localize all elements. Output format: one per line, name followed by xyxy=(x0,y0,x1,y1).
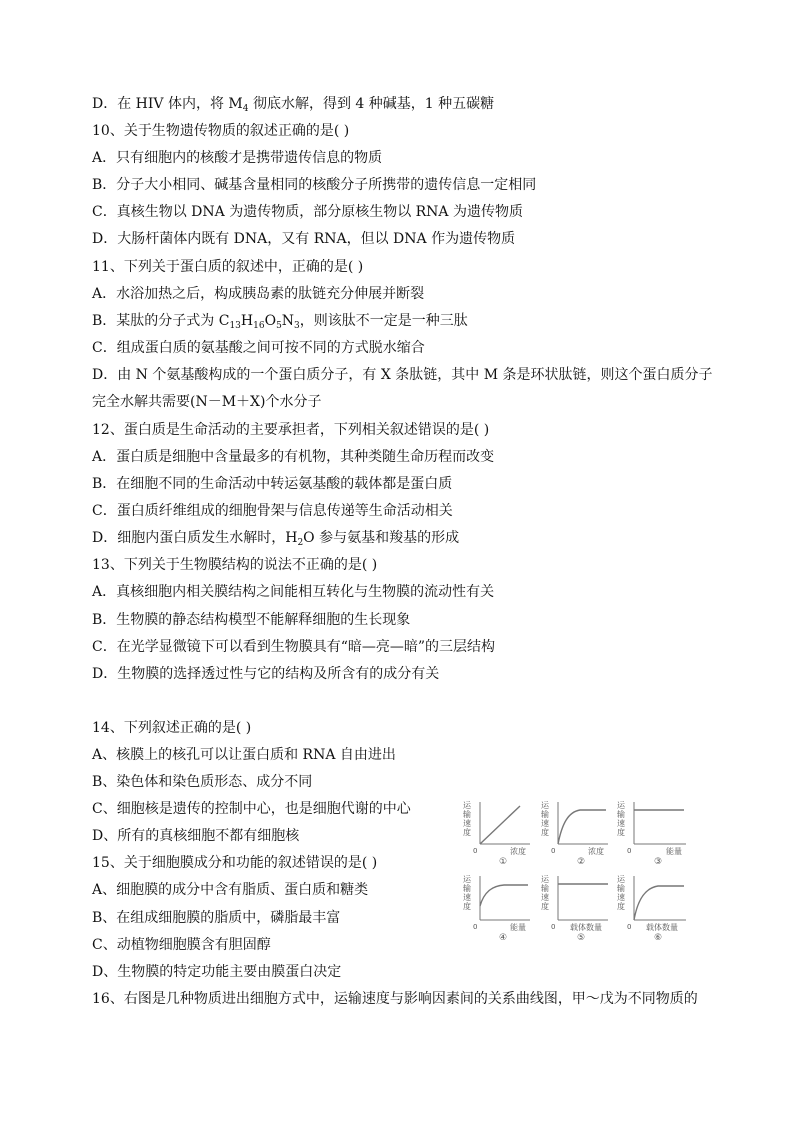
option-14d: D、所有的真核细胞不都有细胞核 xyxy=(92,828,300,844)
svg-text:输: 输 xyxy=(617,810,625,819)
svg-text:0: 0 xyxy=(551,847,556,855)
option-15b: B、在组成细胞膜的脂质中，磷脂最丰富 xyxy=(92,910,341,926)
option-12c: C．蛋白质纤维组成的细胞骨架与信息传递等生命活动相关 xyxy=(92,503,453,519)
svg-text:速: 速 xyxy=(617,819,625,828)
question-15: 15、关于细胞膜成分和功能的叙述错误的是( ) xyxy=(92,855,378,871)
graph-panel-4 xyxy=(463,875,530,942)
option-14a: A、核膜上的核孔可以让蛋白质和 RNA 自由进出 xyxy=(92,747,396,763)
svg-text:运: 运 xyxy=(617,875,625,884)
option-11c: C．组成蛋白质的氨基酸之间可按不同的方式脱水缩合 xyxy=(92,340,425,356)
option-13d: D．生物膜的选择透过性与它的结构及所含有的成分有关 xyxy=(92,666,440,682)
option-15c: C、动植物细胞膜含有胆固醇 xyxy=(92,937,271,953)
graph-3-number: ③ xyxy=(654,857,663,867)
svg-text:度: 度 xyxy=(463,902,471,911)
question-12: 12、蛋白质是生命活动的主要承担者，下列相关叙述错误的是( ) xyxy=(92,422,490,438)
svg-text:运: 运 xyxy=(541,875,549,884)
option-12b: B．在细胞不同的生命活动中转运氨基酸的载体都是蛋白质 xyxy=(92,476,453,492)
option-11d: D．由 N 个氨基酸构成的一个蛋白质分子，有 X 条肽链，其中 M 条是环状肽链，则这个蛋白质分子 xyxy=(92,367,713,383)
option-14c: C、细胞核是遗传的控制中心，也是细胞代谢的中心 xyxy=(92,801,411,817)
svg-text:0: 0 xyxy=(627,847,632,855)
option-14b: B、染色体和染色质形态、成分不同 xyxy=(92,774,313,790)
question-16: 16、右图是几种物质进出细胞方式中，运输速度与影响因素间的关系曲线图，甲～戊为不同物质的 xyxy=(92,991,698,1007)
graph-panel-5 xyxy=(541,875,608,942)
graph-4-xlabel: 能量 xyxy=(510,923,526,932)
option-13c: C．在光学显微镜下可以看到生物膜具有“暗—亮—暗”的三层结构 xyxy=(92,639,496,655)
option-11b: B．某肽的分子式为 $C_{13}H_{16}O_5N_3$，则该肽不一定是一种三肽 xyxy=(92,313,468,331)
question-11: 11、下列关于蛋白质的叙述中，正确的是( ) xyxy=(92,259,364,275)
graph-panel-6 xyxy=(617,875,686,942)
graph-1-xlabel: 浓度 xyxy=(510,847,526,856)
svg-text:输: 输 xyxy=(463,884,471,893)
graph-2-number: ② xyxy=(577,857,586,867)
svg-text:运: 运 xyxy=(463,875,471,884)
option-12a: A．蛋白质是细胞中含量最多的有机物，其种类随生命历程而改变 xyxy=(92,449,495,465)
graph-1-ylabel: 运 xyxy=(463,801,471,810)
graph-1-number: ① xyxy=(499,857,508,867)
option-12d: D．细胞内蛋白质发生水解时，$H_2O$ 参与氨基和羧基的形成 xyxy=(92,530,460,548)
option-11a: A．水浴加热之后，构成胰岛素的肽链充分伸展并断裂 xyxy=(92,286,425,302)
graph-5-number: ⑤ xyxy=(577,933,586,942)
svg-text:0: 0 xyxy=(627,923,632,931)
question-10: 10、关于生物遗传物质的叙述正确的是( ) xyxy=(92,123,350,139)
svg-text:输: 输 xyxy=(617,884,625,893)
svg-text:输: 输 xyxy=(541,884,549,893)
question-14: 14、下列叙述正确的是( ) xyxy=(92,720,252,736)
svg-text:度: 度 xyxy=(541,828,549,837)
svg-text:0: 0 xyxy=(551,923,556,931)
svg-text:度: 度 xyxy=(463,828,471,837)
svg-text:度: 度 xyxy=(541,902,549,911)
option-10b: B．分子大小相同、碱基含量相同的核酸分子所携带的遗传信息一定相同 xyxy=(92,177,537,193)
graph-2-xlabel: 浓度 xyxy=(588,847,604,856)
option-15d: D、生物膜的特定功能主要由膜蛋白决定 xyxy=(92,964,342,980)
graph-6-xlabel: 载体数量 xyxy=(646,923,678,932)
svg-text:速: 速 xyxy=(463,893,471,902)
graphs-svg xyxy=(458,794,692,942)
svg-text:度: 度 xyxy=(617,828,625,837)
graph-3-xlabel: 能量 xyxy=(666,847,682,856)
svg-text:输: 输 xyxy=(463,810,471,819)
svg-text:运: 运 xyxy=(541,801,549,810)
graph-panel-2 xyxy=(541,801,608,867)
option-13b: B．生物膜的静态结构模型不能解释细胞的生长现象 xyxy=(92,612,411,628)
svg-text:0: 0 xyxy=(473,923,478,931)
option-10d: D．大肠杆菌体内既有 DNA，又有 RNA，但以 DNA 作为遗传物质 xyxy=(92,231,516,247)
option-13a: A．真核细胞内相关膜结构之间能相互转化与生物膜的流动性有关 xyxy=(92,584,495,600)
transport-rate-graphs-figure xyxy=(458,794,692,942)
option-10c: C．真核生物以 DNA 为遗传物质，部分原核生物以 RNA 为遗传物质 xyxy=(92,204,523,220)
svg-text:速: 速 xyxy=(541,819,549,828)
option-10a: A．只有细胞内的核酸才是携带遗传信息的物质 xyxy=(92,150,383,166)
graph-4-number: ④ xyxy=(499,933,508,942)
svg-text:度: 度 xyxy=(617,902,625,911)
svg-text:运: 运 xyxy=(617,801,625,810)
question-13: 13、下列关于生物膜结构的说法不正确的是( ) xyxy=(92,557,378,573)
svg-text:速: 速 xyxy=(617,893,625,902)
option-11d-cont: 完全水解共需要(N－M＋X)个水分子 xyxy=(92,394,322,410)
option-9d: D．在 HIV 体内，将 $M_4$ 彻底水解，得到 4 种碱基，1 种五碳糖 xyxy=(92,96,495,114)
svg-text:速: 速 xyxy=(463,819,471,828)
graph-6-number: ⑥ xyxy=(654,933,663,942)
svg-text:输: 输 xyxy=(541,810,549,819)
graph-panel-3 xyxy=(617,801,686,867)
graph-panel-1 xyxy=(463,801,530,867)
svg-text:速: 速 xyxy=(541,893,549,902)
option-15a: A、细胞膜的成分中含有脂质、蛋白质和糖类 xyxy=(92,882,369,898)
svg-text:0: 0 xyxy=(473,847,478,855)
graph-5-xlabel: 载体数量 xyxy=(570,923,602,932)
